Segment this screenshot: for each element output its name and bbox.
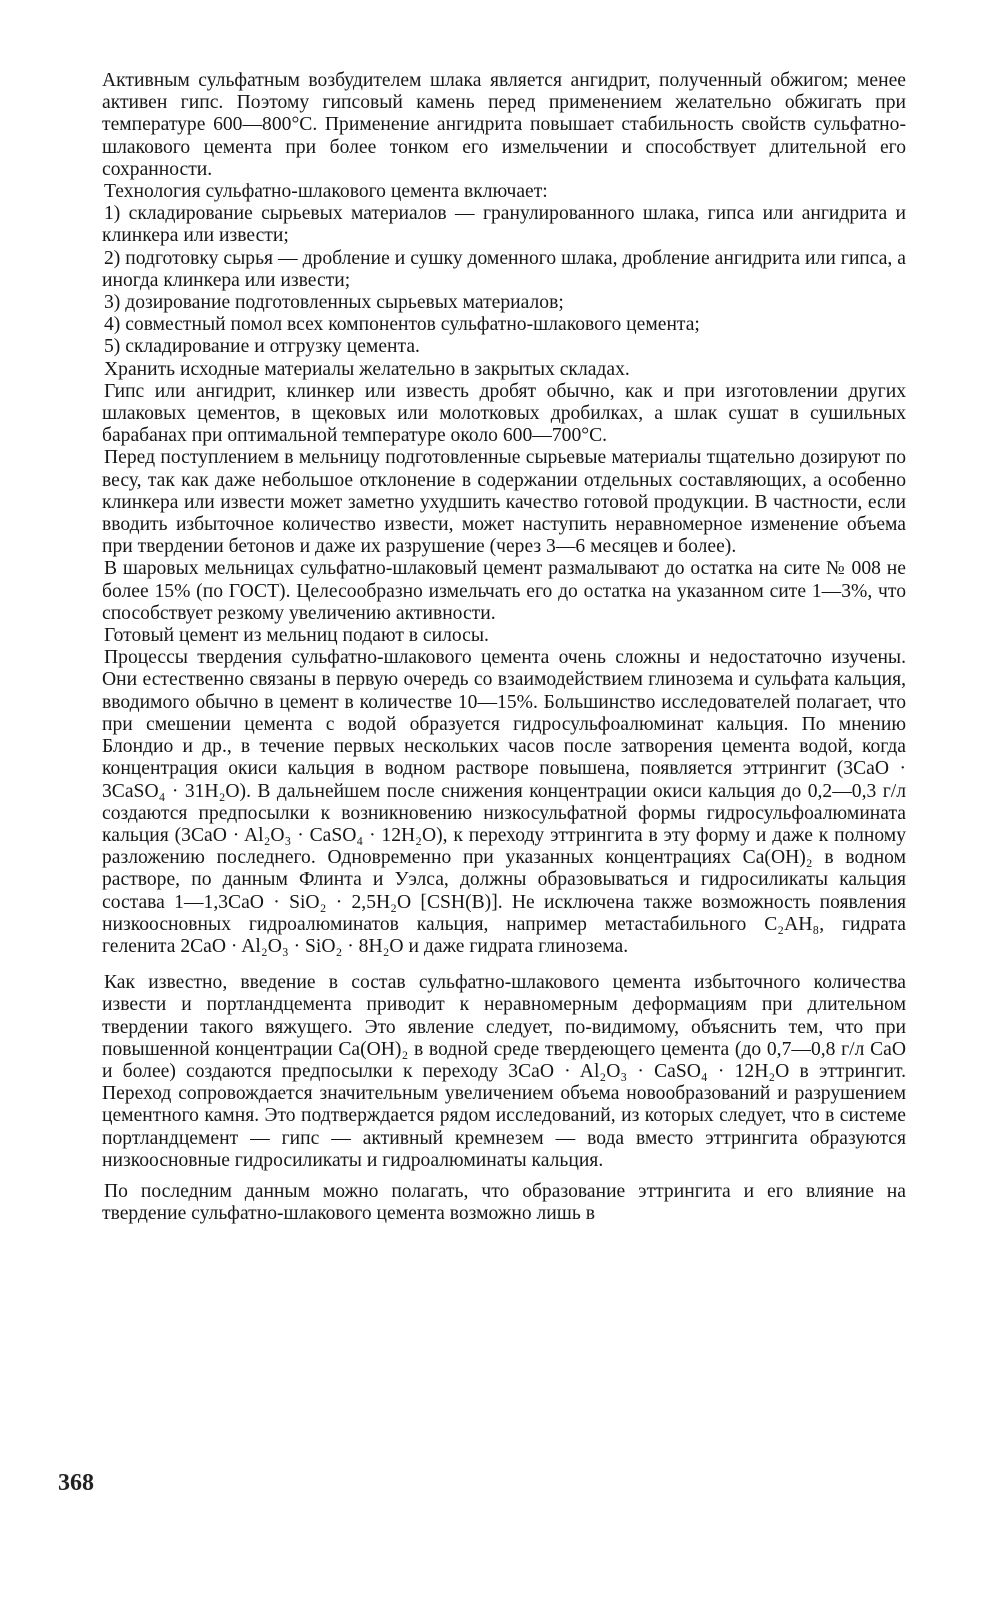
list-item-5: 5) складирование и отгрузку цемента. [104, 336, 420, 358]
list-item-2: 2) подготовку сырья — дробление и сушку доменного шлака, дробление ангидрита или гипса, а иногда клинкера или извести; [102, 247, 906, 291]
paragraph-dosing: Перед поступлением в мельницу подготовленные сырьевые материалы тщательно дозируют по весу, так как даже небольшое отклонение в содержании отдельных составляющих, а особенно клинкера или извести может заметно ухудшить качество готовой продукции. В частности, если вводить избыточное количество извести, может наступить неравномерное изменение объема при твердении бетонов и даже их разрушение (через 3—6 месяцев и более). [102, 447, 906, 558]
page-number: 368 [58, 1470, 94, 1496]
paragraph-storage: Хранить исходные материалы желательно в закрытых складах. [104, 358, 630, 380]
paragraph-2: Технология сульфатно-шлакового цемента включает: [104, 181, 548, 203]
paragraph-excess-lime: Как известно, введение в состав сульфатно-шлакового цемента избыточного количества извести и портландцемента приводит к неравномерным деформациям при длительном твердении такого вяжущего. Это явление следует, по-видимому, объяснить тем, что при повышенной концентрации Ca(OH)₂ в водной среде твердеющего цемента (до 0,7—0,8 г/л CaO и более) создаются предпосылки к переходу 3CaO · Al₂O₃ · CaSO₄ · 12H₂O в эттрингит. Переход сопровождается значительным увеличением объема новообразований и разрушением цементного камня. Это подтверждается рядом исследований, из которых следует, что в системе портландцемент — гипс — активный кремнезем — вода вместо эттрингита образуются низкоосновные гидросиликаты и гидроалюминаты кальция. [102, 972, 906, 1171]
page-body [102, 70, 906, 1225]
paragraph-silos: Готовый цемент из мельниц подают в силосы. [104, 625, 489, 647]
paragraph-crushing: Гипс или ангидрит, клинкер или известь дробят обычно, как и при изготовлении других шлаковых цементов, в щековых или молотковых дробилках, а шлак сушат в сушильных барабанах при оптимальной температуре около 600—700°C. [102, 380, 906, 447]
paragraph-1: Активным сульфатным возбудителем шлака является ангидрит, полученный обжигом; менее активен гипс. Поэтому гипсовый камень перед применением желательно обжигать при температуре 600—800°C. Применение ангидрита повышает стабильность свойств сульфатно-шлакового цемента при более тонком его измельчении и способствует длительной его сохранности. [102, 70, 906, 180]
list-item-1: 1) складирование сырьевых материалов — гранулированного шлака, гипса или ангидрита и клинкера или извести; [102, 203, 906, 247]
list-item-4: 4) совместный помол всех компонентов сульфатно-шлакового цемента; [104, 314, 700, 336]
paragraph-milling: В шаровых мельницах сульфатно-шлаковый цемент размалывают до остатка на сите № 008 не более 15% (по ГОСТ). Целесообразно измельчать его до остатка на указанном сите 1—3%, что способствует резкому увеличению активности. [102, 558, 906, 624]
paragraph-hardening: Процессы твердения сульфатно-шлакового цемента очень сложны и недостаточно изучены. Они естественно связаны в первую очередь со взаимодействием глинозема и сульфата кальция, вводимого обычно в цемент в количестве 10—15%. Большинство исследователей полагает, что при смешении цемента с водой образуется гидросульфоалюминат кальция. По мнению Блондио и др., в течение первых нескольких часов после затворения цемента водой, когда концентрация окиси кальция в водном растворе повышена, появляется эттрингит (3CaO · 3CaSO₄ · 31H₂O). В дальнейшем после снижения концентрации окиси кальция до 0,2—0,3 г/л создаются предпосылки к возникновению низкосульфатной формы гидросульфоалюмината кальция (3CaO · Al₂O₃ · CaSO₄ · 12H₂O), к переходу эттрингита в эту форму и даже к полному разложению последнего. Одновременно при указанных концентрациях Ca(OH)₂ в водном растворе, по данным Флинта и Уэлса, должны образовываться и гидросиликаты кальция состава 1—1,3CaO · SiO₂ · 2,5H₂O [CSH(B)]. Не исключена также возможность появления низкоосновных гидроалюминатов кальция, например метастабильного C₂AH₈, гидрата геленита 2CaO · Al₂O₃ · SiO₂ · 8H₂O и даже гидрата глинозема. [102, 647, 906, 957]
list-item-3: 3) дозирование подготовленных сырьевых материалов; [104, 292, 564, 314]
paragraph-latest-data: По последним данным можно полагать, что образование эттрингита и его влияние на твердение сульфатно-шлакового цемента возможно лишь в [102, 1180, 906, 1225]
